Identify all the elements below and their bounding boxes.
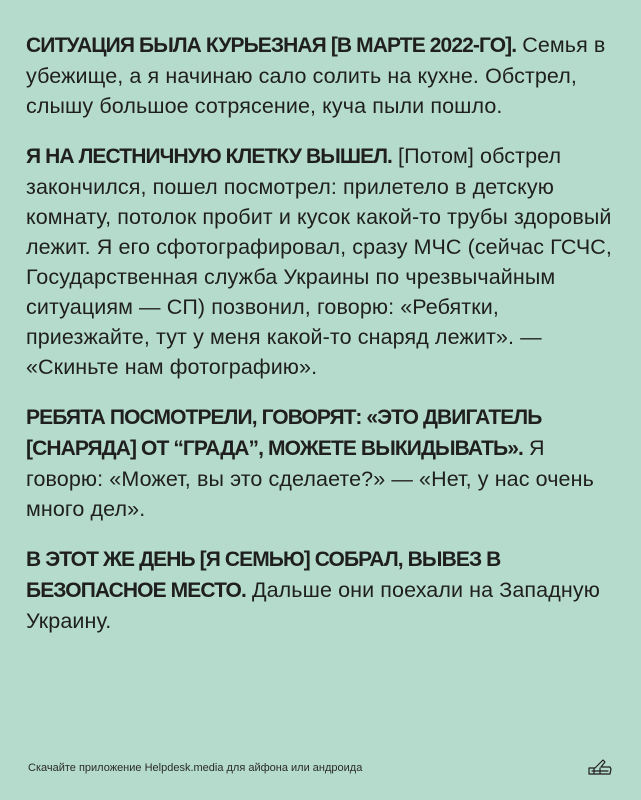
article-body <box>26 30 621 656</box>
helpdesk-hand-icon <box>586 754 614 780</box>
paragraph-3-text: Я говорю: «Может, вы это сделаете?» — «Нет, у нас очень много дел». <box>26 436 594 521</box>
paragraph-3-lead: РЕБЯТА ПОСМОТРЕЛИ, ГОВОРЯТ: «ЭТО ДВИГАТЕЛЬ [СНАРЯДА] ОТ “ГРАДА”, МОЖЕТЕ ВЫКИДЫВАТЬ». <box>26 406 542 460</box>
paragraph-2 <box>26 141 621 382</box>
paragraph-2-text: [Потом] обстрел закончился, пошел посмотрел: прилетело в детскую комнату, потолок пробит и кусок какой-то трубы здоровый лежит. Я его сфотографировал, сразу МЧС (сейчас ГСЧС, Государственная служба Украины по чрезвычайным ситуациям — СП) позвонил, говорю: «Ребятки, приезжайте, тут у меня какой-то снаряд лежит». — «Скиньте нам фотографию». <box>26 144 612 379</box>
paragraph-4-text: Дальше они поехали на Западную Украину. <box>26 578 600 633</box>
paragraph-1-text: Семья в убежище, а я начинаю сало солить на кухне. Обстрел, слышу большое сотрясение, куча пыли пошло. <box>26 33 606 118</box>
paragraph-3 <box>26 402 621 524</box>
paragraph-1-lead: СИТУАЦИЯ БЫЛА КУРЬЕЗНАЯ [В МАРТЕ 2022-ГО]. <box>26 34 517 57</box>
footer-download-note: Скачайте приложение Helpdesk.media для айфона или андроида <box>28 762 363 774</box>
paragraph-1 <box>26 30 621 121</box>
paragraph-4-lead: В ЭТОТ ЖЕ ДЕНЬ [Я СЕМЬЮ] СОБРАЛ, ВЫВЕЗ В БЕЗОПАСНОЕ МЕСТО. <box>26 548 501 602</box>
paragraph-4 <box>26 544 621 636</box>
paragraph-2-lead: Я НА ЛЕСТНИЧНУЮ КЛЕТКУ ВЫШЕЛ. <box>26 145 392 168</box>
